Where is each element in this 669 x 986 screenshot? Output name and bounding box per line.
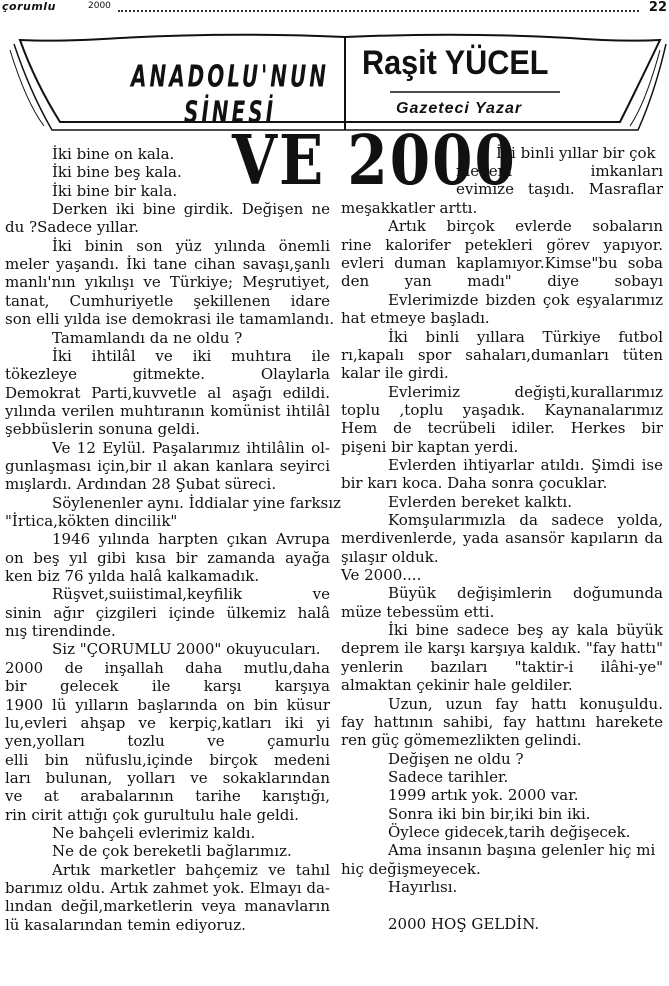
article-line: hat etmeye başladı. (341, 309, 490, 328)
article-line: yenlerin bazıları "taktir-i ilâhi-ye" (341, 657, 663, 676)
article-line: Ama insanın başına gelenler hiç mi (388, 841, 656, 860)
article-line: nış tirendinde. (5, 622, 116, 641)
article-line: yen,yolları tozlu ve çamurlu (5, 732, 330, 751)
article-line: Ne de çok bereketli bağlarımız. (52, 842, 292, 861)
article-line: İki binin son yüz yılında önemli (52, 236, 330, 255)
publication-name: çorumlu (2, 0, 56, 13)
article-line: Hayırlısı. (388, 878, 458, 896)
article-line: on beş yıl gibi kısa bir zamanda ayağa (5, 548, 330, 567)
article-line: İki bine on kala. (52, 145, 175, 163)
article-line: 1900 lü yılların başlarında on bin küsur (5, 695, 330, 714)
article-line: den yan madı" diye sobayı (341, 272, 663, 291)
article-line: hiç değişmeyecek. (341, 859, 481, 878)
article-line: fay hattının sahibi, fay hattını harekete (341, 712, 663, 731)
article-line: Siz "ÇORUMLU 2000" okuyucuları. (52, 640, 321, 659)
article-line: İki bine beş kala. (52, 163, 182, 182)
article-line: evleri duman kaplamıyor.Kimse"bu soba (341, 254, 663, 273)
article-line: lu,evleri ahşap ve kerpiç,katları iki yi (5, 713, 330, 732)
article-line: deprem ile karşı karşıya kaldık. "fay hattı" (341, 639, 663, 658)
article-line: 1946 yılında harpten çıkan Avrupa (52, 530, 330, 549)
article-line: 2000 HOŞ GELDİN. (388, 914, 540, 933)
article-line: toplu ,toplu yaşadık. Kaynanalarımız (341, 400, 663, 419)
article-line: "İrtica,kökten dincilik" (5, 512, 178, 530)
article-line: rin cirit attığı çok gurultulu hale geldi. (5, 805, 299, 824)
article-line: almaktan çekinir hale geldiler. (341, 676, 573, 695)
article-line: Ne bahçeli evlerimiz kaldı. (52, 823, 256, 842)
article-title: VE 2000 (232, 120, 517, 201)
article-line: şılaşır olduk. (341, 547, 439, 566)
article-line: Büyük değişimlerin doğumunda (388, 584, 663, 603)
article-line: Evlerimizde bizden çok eşyalarımız (388, 290, 663, 309)
author-name: Raşit YÜCEL (362, 44, 549, 82)
article-line: tanat, Cumhuriyetle şekillenen idare (5, 291, 330, 310)
column-logo: ANADOLU'NUN SİNESİ (130, 58, 330, 130)
article-line: rı,kapalı spor sahaları,dumanları tüten (341, 345, 663, 364)
article-line: Öylece gidecek,tarih değişecek. (388, 822, 631, 841)
article-line: Tamamlandı da ne oldu ? (52, 328, 243, 347)
article-line: barımız oldu. Artık zahmet yok. Elmayı da- (5, 879, 330, 897)
article-line: Hem de tecrübeli idiler. Herkes bir (341, 419, 663, 438)
article-line: Ve 12 Eylül. Paşalarımız ihtilâlin ol- (52, 438, 330, 457)
article-line: Sonra iki bin bir,iki bin iki. (388, 804, 591, 823)
article-line: medeni imkanları (456, 162, 663, 180)
article-line: mışlardı. Ardından 28 Şubat süreci. (5, 475, 277, 494)
article-line: ve at arabalarının tarihe karıştığı, (5, 787, 330, 806)
article-line: 1999 artık yok. 2000 var. (388, 786, 579, 805)
article-line: Söylenenler aynı. İddialar yine farksız (52, 493, 341, 512)
article-line: müze tebessüm etti. (341, 602, 495, 621)
article-line: Derken iki bine girdik. Değişen ne (52, 200, 330, 219)
article-line: lü kasalarından temin ediyoruz. (5, 915, 246, 934)
article-line: sinin ağır çizgileri içinde ülkemiz halâ (5, 603, 330, 622)
article-line: lından değil,marketlerin veya manavların (5, 897, 330, 916)
header-year: 2000 (88, 1, 111, 11)
article-line: ları bulunan, yolları ve sokaklarından (5, 768, 330, 787)
article-line: 2000 de inşallah daha mutlu,daha (5, 658, 330, 677)
article-line: İki bine sadece beş ay kala büyük (388, 621, 663, 640)
article-line: merdivenlerde, yada asansör kapıların da (341, 529, 663, 548)
article-line: Değişen ne oldu ? (388, 749, 524, 768)
article-line: manlı'nın yıkılışı ve Türkiye; Meşrutiyet, (5, 273, 330, 292)
article-line: elli bin nüfuslu,içinde birçok medeni (5, 750, 330, 769)
article-line: Rüşvet,suiistimal,keyfilik ve (52, 585, 330, 604)
article-line: meşakkatler arttı. (341, 199, 478, 218)
article-line: bir karı koca. Daha sonra çocuklar. (341, 474, 608, 493)
article-line: Komşularımızla da sadece yolda, (388, 511, 663, 529)
article-line: Evlerden bereket kalktı. (388, 492, 572, 511)
article-line: son elli yılda ise demokrasi ile tamamlandı. (5, 310, 335, 329)
article-line: İki bine bir kala. (52, 181, 178, 200)
article-line: İki binli yıllara Türkiye futbol (388, 327, 663, 346)
article-line: İki ihtilâl ve iki muhtıra ile (52, 346, 330, 365)
article-line: Evlerimiz değişti,kurallarımız (388, 382, 663, 401)
article-line: kalar ile girdi. (341, 364, 449, 383)
article-line: Sadece tarihler. (388, 767, 509, 786)
article-line: ren güç gömemezlikten gelindi. (341, 731, 582, 750)
article-line: İki binli yıllar bir çok (496, 144, 656, 162)
article-line: tökezleye gitmekte. Olaylarla (5, 365, 330, 384)
article-line: yılında verilen muhtıranın komünist ihtilâl (5, 401, 330, 420)
author-role: Gazeteci Yazar (396, 100, 523, 117)
article-line: meler yaşandı. İki tane cihan savaşı,şanlı (5, 255, 330, 274)
article-line: Artık birçok evlerde sobaların (388, 217, 663, 236)
article-line: Evlerden ihtiyarlar atıldı. Şimdi ise (388, 455, 663, 474)
article-line: gunlaşması için,bir ıl akan kanlara seyirci (5, 456, 330, 475)
article-line: evimize taşıdı. Masraflar (456, 180, 663, 198)
article-line: şebbüslerin sonuna geldi. (5, 420, 201, 439)
article-line: ken biz 76 yılda halâ kalkamadık. (5, 567, 260, 586)
article-line: pişeni bir kaptan yerdi. (341, 437, 519, 456)
article-line: Uzun, uzun fay hattı konuşuldu. (388, 694, 663, 713)
article-line: bir gelecek ile karşı karşıya (5, 677, 330, 696)
article-line: rine kalorifer petekleri görev yapıyor. (341, 235, 663, 254)
article-line: Artık marketler bahçemiz ve tahıl (52, 860, 330, 879)
page-number: 22 (648, 0, 667, 15)
article-line: du ?Sadece yıllar. (5, 218, 139, 237)
article-line: Demokrat Parti,kuvvetle al aşağı edildi. (5, 383, 330, 402)
article-line: Ve 2000.... (341, 566, 422, 585)
